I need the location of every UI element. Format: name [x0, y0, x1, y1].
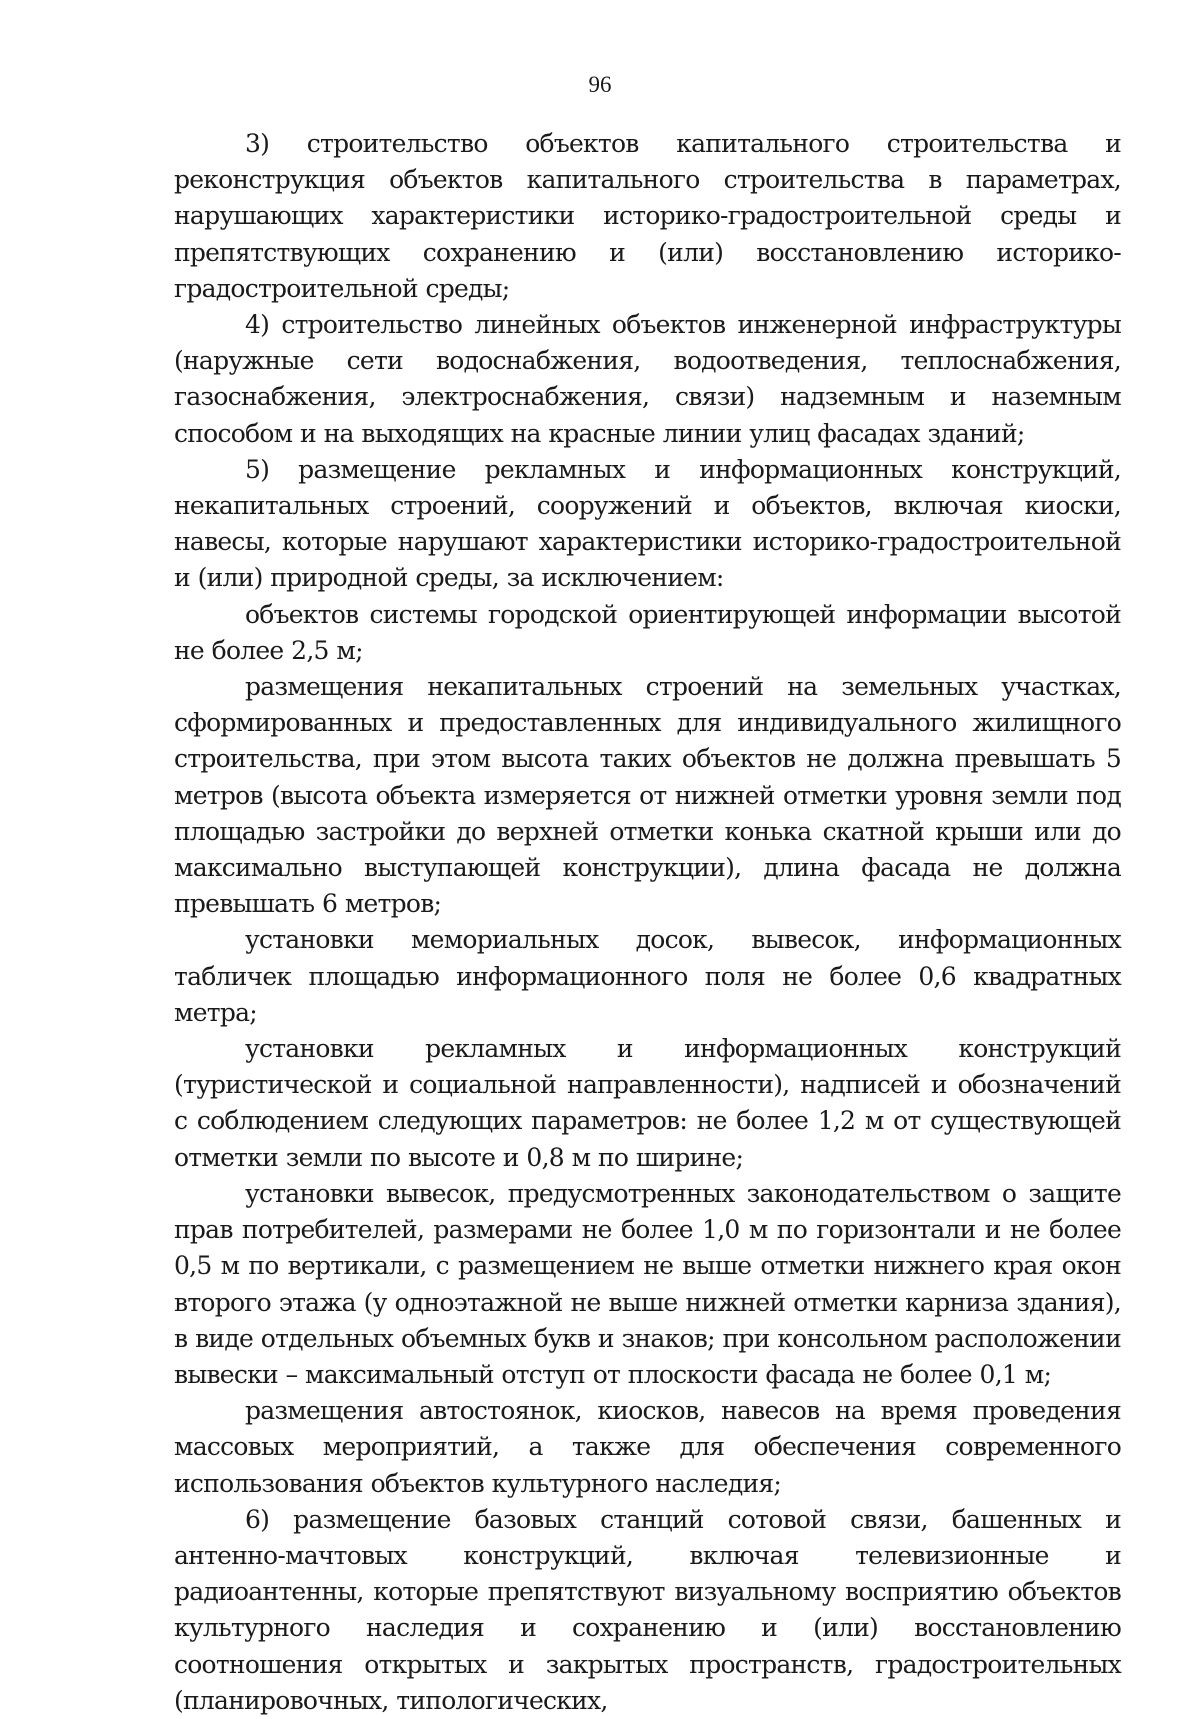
paragraph-exception-non-capital-structures: размещения некапитальных строений на земельных участках, сформированных и предоставленных для индивидуального жилищного строительства, при этом высота таких объектов не должна превышать 5 метров (высота объекта измеряется от нижней отметки уровня земли под площадью застройки до верхней отметки конька скатной крыши или до максимально выступающей конструкции), длина фасада не должна превышать 6 метров; [174, 672, 1121, 919]
paragraph-item-3: 3) строительство объектов капитального строительства и реконструкция объектов капитального строительства в параметрах, нарушающих характеристики историко-градостроительной среды и препятствующих сохранению и (или) восстановлению историко-градостроительной среды; [174, 129, 1121, 303]
paragraph-exception-consumer-signs: установки вывесок, предусмотренных законодательством о защите прав потребителей, размерами не более 1,0 м по горизонтали и не более 0,5 м по вертикали, с размещением не выше отметки нижнего края окон второго этажа (у одноэтажной не выше нижней отметки карниза здания), в виде отдельных объемных букв и знаков; при консольном расположении вывески – максимальный отступ от плоскости фасада не более 0,1 м; [174, 1178, 1121, 1389]
paragraph-exception-tourist-signs: установки рекламных и информационных конструкций (туристической и социальной направленности), надписей и обозначений с соблюдением следующих параметров: не более 1,2 м от существующей отметки земли по высоте и 0,8 м по ширине; [174, 1034, 1121, 1172]
paragraph-exception-parking-kiosks: размещения автостоянок, киосков, навесов на время проведения массовых мероприятий, а также для обеспечения современного использования объектов культурного наследия; [174, 1396, 1121, 1498]
paragraph-exception-memorial-plaques: установки мемориальных досок, вывесок, информационных табличек площадью информационного поля не более 0,6 квадратных метра; [174, 925, 1121, 1027]
paragraph-item-5: 5) размещение рекламных и информационных конструкций, некапитальных строений, сооружений и объектов, включая киоски, навесы, которые нарушают характеристики историко-градостроительной и (или) природной среды, за исключением: [174, 454, 1121, 593]
page-number: 96 [588, 72, 612, 97]
paragraph-item-6: 6) размещение базовых станций сотовой связи, башенных и антенно-мачтовых конструкций, включая телевизионные и радиоантенны, которые препятствуют визуальному восприятию объектов культурного наследия и сохранению и (или) восстановлению соотношения открытых и закрытых пространств, градостроительных (планировочных, типологических, [174, 1504, 1121, 1715]
document-body [174, 126, 1121, 1719]
paragraph-exception-orientation-info: объектов системы городской ориентирующей информации высотой не более 2,5 м; [174, 599, 1121, 665]
paragraph-item-4: 4) строительство линейных объектов инженерной инфраструктуры (наружные сети водоснабжения, водоотведения, теплоснабжения, газоснабжения, электроснабжения, связи) надземным и наземным способом и на выходящих на красные линии улиц фасадах зданий; [174, 310, 1121, 448]
